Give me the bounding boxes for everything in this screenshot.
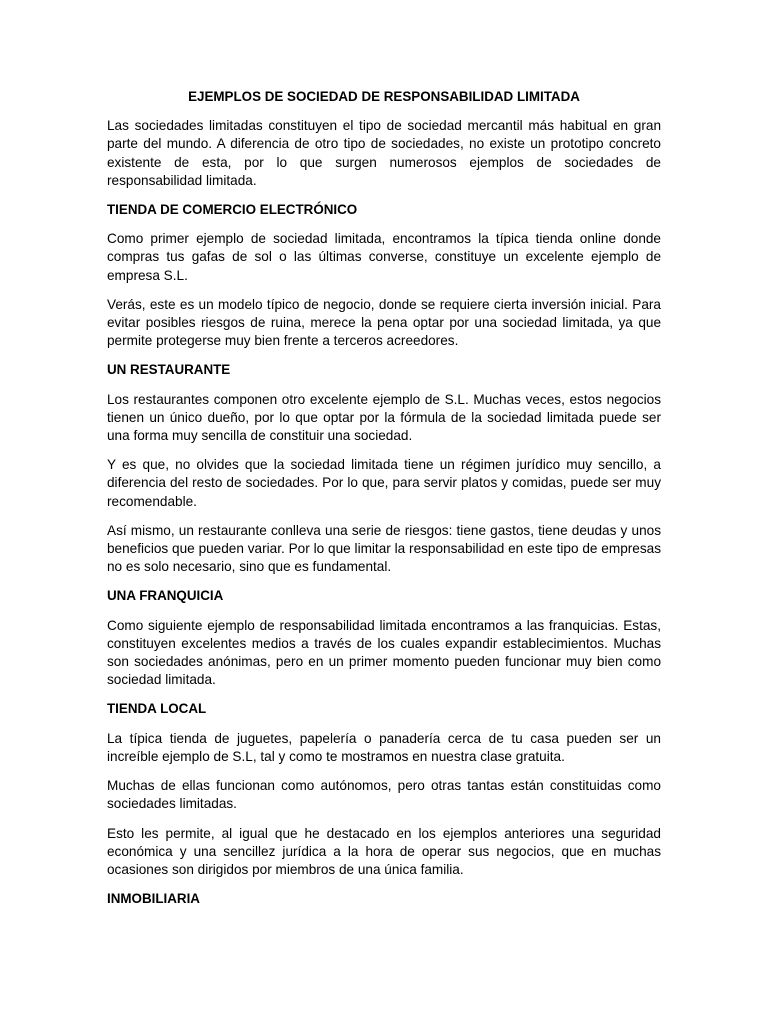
paragraph-ecommerce-risks: Verás, este es un modelo típico de negocio, donde se requiere cierta inversión inicial. Para evitar posibles riesgos de ruina, merece la pena optar por una sociedad limitada, ya que permite protegerse muy bien frente a terceros acreedores. xyxy=(107,296,661,349)
paragraph-local-shop-security: Esto les permite, al igual que he destacado en los ejemplos anteriores una seguridad económica y una sencillez jurídica a la hora de operar sus negocios, que en muchas ocasiones son dirigidos por miembros de una única familia. xyxy=(107,825,661,877)
heading-una-franquicia: UNA FRANQUICIA xyxy=(107,588,224,604)
paragraph-local-shop-autonomos: Muchas de ellas funcionan como autónomos, pero otras tantas están constituidas como sociedades limitadas. xyxy=(107,778,661,812)
paragraph-franchise: Como siguiente ejemplo de responsabilidad limitada encontramos a las franquicias. Estas, constituyen excelentes medios a través de los cuales expandir establecimientos. Muchas son sociedades anónimas, pero en un primer momento pueden funcionar muy bien como sociedad limitada. xyxy=(107,617,661,688)
paragraph-local-shop-example: La típica tienda de juguetes, papelería o panadería cerca de tu casa pueden ser un increíble ejemplo de S.L, tal y como te mostramos en nuestra clase gratuita. xyxy=(107,730,661,764)
paragraph-restaurant-regime: Y es que, no olvides que la sociedad limitada tiene un régimen jurídico muy sencillo, a diferencia del resto de sociedades. Por lo que, para servir platos y comidas, puede ser muy recomendable. xyxy=(107,457,661,509)
document-page xyxy=(107,88,661,919)
heading-tienda-local: TIENDA LOCAL xyxy=(107,701,207,717)
heading-un-restaurante: UN RESTAURANTE xyxy=(107,362,231,378)
paragraph-ecommerce-example: Como primer ejemplo de sociedad limitada, encontramos la típica tienda online donde compras tus gafas de sol o las últimas converse, constituye un excelente ejemplo de empresa S.L. xyxy=(107,231,661,283)
heading-inmobiliaria: INMOBILIARIA xyxy=(107,891,200,907)
document-title: EJEMPLOS DE SOCIEDAD DE RESPONSABILIDAD LIMITADA xyxy=(188,89,580,104)
paragraph-restaurant-example: Los restaurantes componen otro excelente ejemplo de S.L. Muchas veces, estos negocios tienen un único dueño, por lo que optar por la fórmula de la sociedad limitada puede ser una forma muy sencilla de constituir una sociedad. xyxy=(107,391,661,444)
paragraph-restaurant-risks: Así mismo, un restaurante conlleva una serie de riesgos: tiene gastos, tiene deudas y unos beneficios que pueden variar. Por lo que limitar la responsabilidad en este tipo de empresas no es solo necesario, sino que es fundamental. xyxy=(107,522,661,575)
heading-tienda-comercio-electronico: TIENDA DE COMERCIO ELECTRÓNICO xyxy=(107,202,358,218)
paragraph-intro: Las sociedades limitadas constituyen el tipo de sociedad mercantil más habitual en gran parte del mundo. A diferencia de otro tipo de sociedades, no existe un prototipo concreto existente de esta, por lo que surgen numerosos ejemplos de sociedades de responsabilidad limitada. xyxy=(107,118,661,188)
